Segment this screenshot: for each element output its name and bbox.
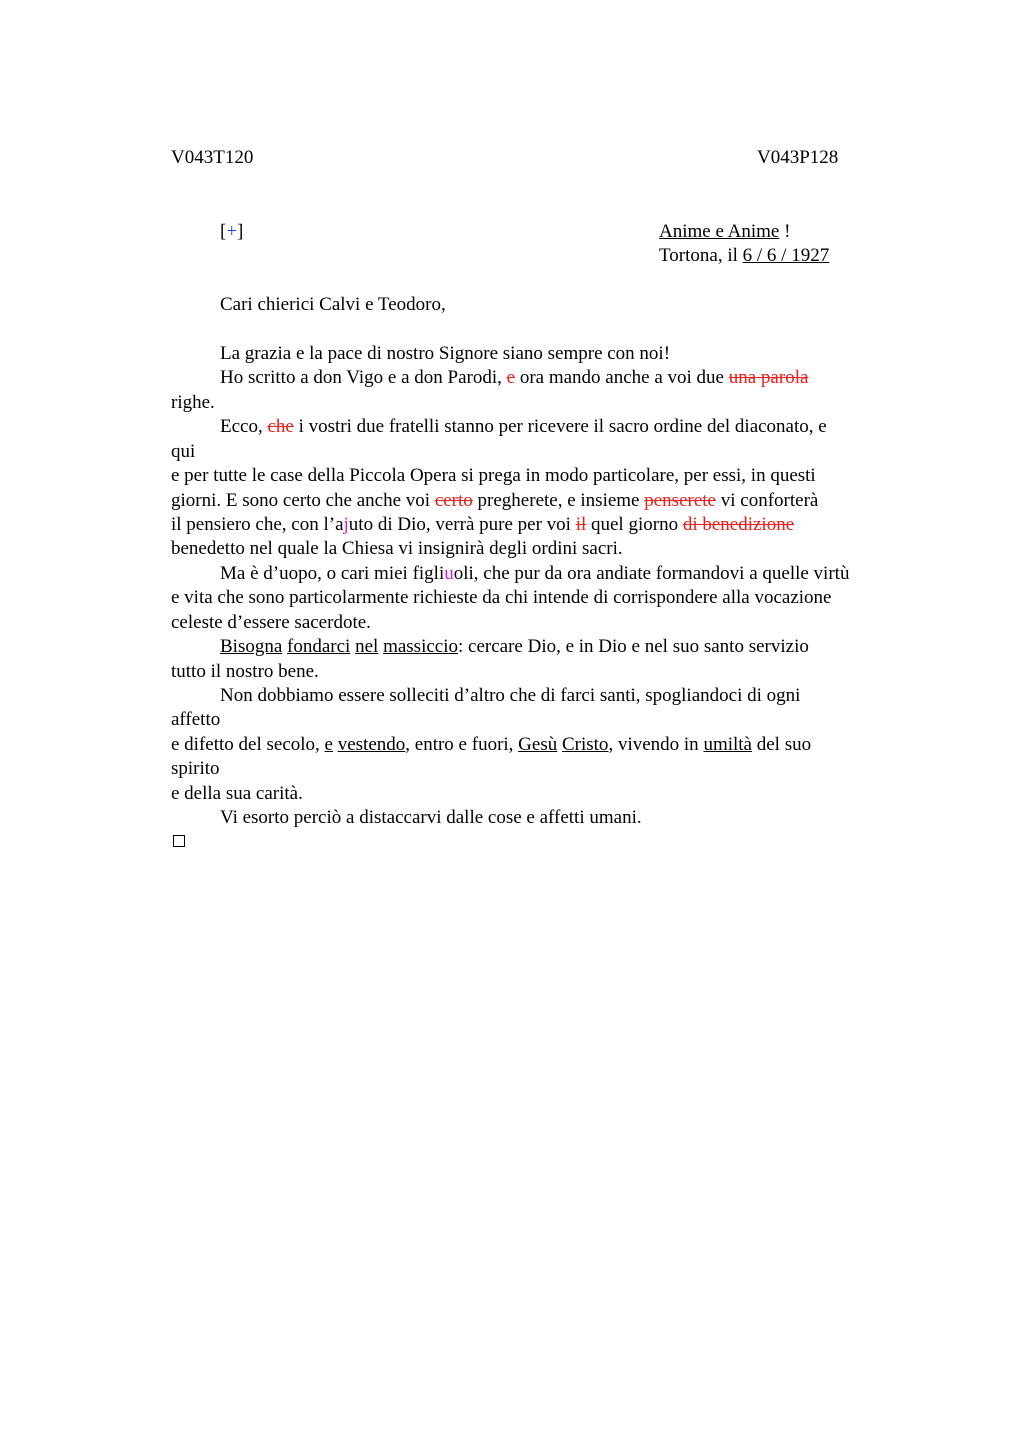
deleted-text: il bbox=[575, 514, 587, 535]
body-line: e per tutte le case della Piccola Opera si prega in modo particolare, per essi, in questi bbox=[171, 465, 816, 486]
underlined-word: vestendo bbox=[337, 734, 406, 755]
underlined-word: Bisogna bbox=[220, 636, 283, 657]
header-right-code: V043P128 bbox=[757, 147, 839, 168]
body-line: Ma è d’uopo, o cari miei figliuoli, che pur da ora andiate formandovi a quelle virtù bbox=[220, 563, 850, 584]
body-line: e difetto del secolo, e vestendo, entro e fuori, Gesù Cristo, vivendo in umiltà del suo bbox=[171, 734, 812, 755]
body-line: Vi esorto perciò a distaccarvi dalle cose e affetti umani. bbox=[220, 807, 642, 828]
salutation: Cari chierici Calvi e Teodoro, bbox=[220, 294, 446, 315]
underlined-word: fondarci bbox=[287, 636, 351, 657]
underlined-word: Gesù bbox=[518, 734, 558, 755]
title-underlined: Anime e Anime bbox=[659, 221, 780, 242]
body-line: spirito bbox=[171, 758, 220, 779]
date: 6 / 6 / 1927 bbox=[742, 245, 830, 266]
body-line: La grazia e la pace di nostro Signore siano sempre con noi! bbox=[220, 343, 671, 364]
inserted-letter: j bbox=[343, 514, 349, 535]
deleted-text: penserete bbox=[644, 490, 716, 511]
deleted-text: che bbox=[267, 416, 294, 437]
deleted-text: una parola bbox=[728, 367, 809, 388]
body-line: tutto il nostro bene. bbox=[171, 661, 319, 682]
bracket-mark: [+] bbox=[220, 221, 244, 242]
body-line: benedetto nel quale la Chiesa vi insignirà degli ordini sacri. bbox=[171, 538, 623, 559]
body-line: il pensiero che, con l’ajuto di Dio, verrà pure per voi il quel giorno di benedizione bbox=[171, 514, 795, 535]
body-line: Ecco, che i vostri due fratelli stanno per ricevere il sacro ordine del diaconato, e bbox=[220, 416, 827, 437]
place-date: Tortona, il 6 / 6 / 1927 bbox=[659, 245, 830, 266]
body-line: e della sua carità. bbox=[171, 783, 303, 804]
deleted-text: e bbox=[506, 367, 516, 388]
body-line: celeste d’essere sacerdote. bbox=[171, 612, 371, 633]
underlined-word: umiltà bbox=[703, 734, 752, 755]
body-line: Bisogna fondarci nel massiccio: cercare Dio, e in Dio e nel suo santo servizio bbox=[220, 636, 809, 657]
title: Anime e Anime ! bbox=[659, 221, 791, 242]
underlined-word: e bbox=[324, 734, 333, 755]
body-line: Ho scritto a don Vigo e a don Parodi, e ora mando anche a voi due una parola bbox=[220, 367, 809, 388]
underlined-word: massiccio bbox=[383, 636, 458, 657]
end-box-icon bbox=[173, 835, 185, 847]
body-line: affetto bbox=[171, 709, 221, 730]
body-line: qui bbox=[171, 441, 196, 462]
header-left-code: V043T120 bbox=[171, 147, 254, 168]
body-line: Non dobbiamo essere solleciti d’altro che di farci santi, spogliandoci di ogni bbox=[220, 685, 801, 706]
underlined-word: nel bbox=[355, 636, 379, 657]
underlined-word: Cristo bbox=[561, 734, 609, 755]
plus-mark: + bbox=[226, 221, 238, 242]
inserted-letter: u bbox=[444, 563, 454, 584]
body-line: righe. bbox=[171, 392, 215, 413]
deleted-text: di benedizione bbox=[682, 514, 795, 535]
body-line: e vita che sono particolarmente richieste da chi intende di corrispondere alla vocazione bbox=[171, 587, 832, 608]
body-line: giorni. E sono certo che anche voi certo pregherete, e insieme penserete vi conforterà bbox=[171, 490, 819, 511]
deleted-text: certo bbox=[434, 490, 473, 511]
